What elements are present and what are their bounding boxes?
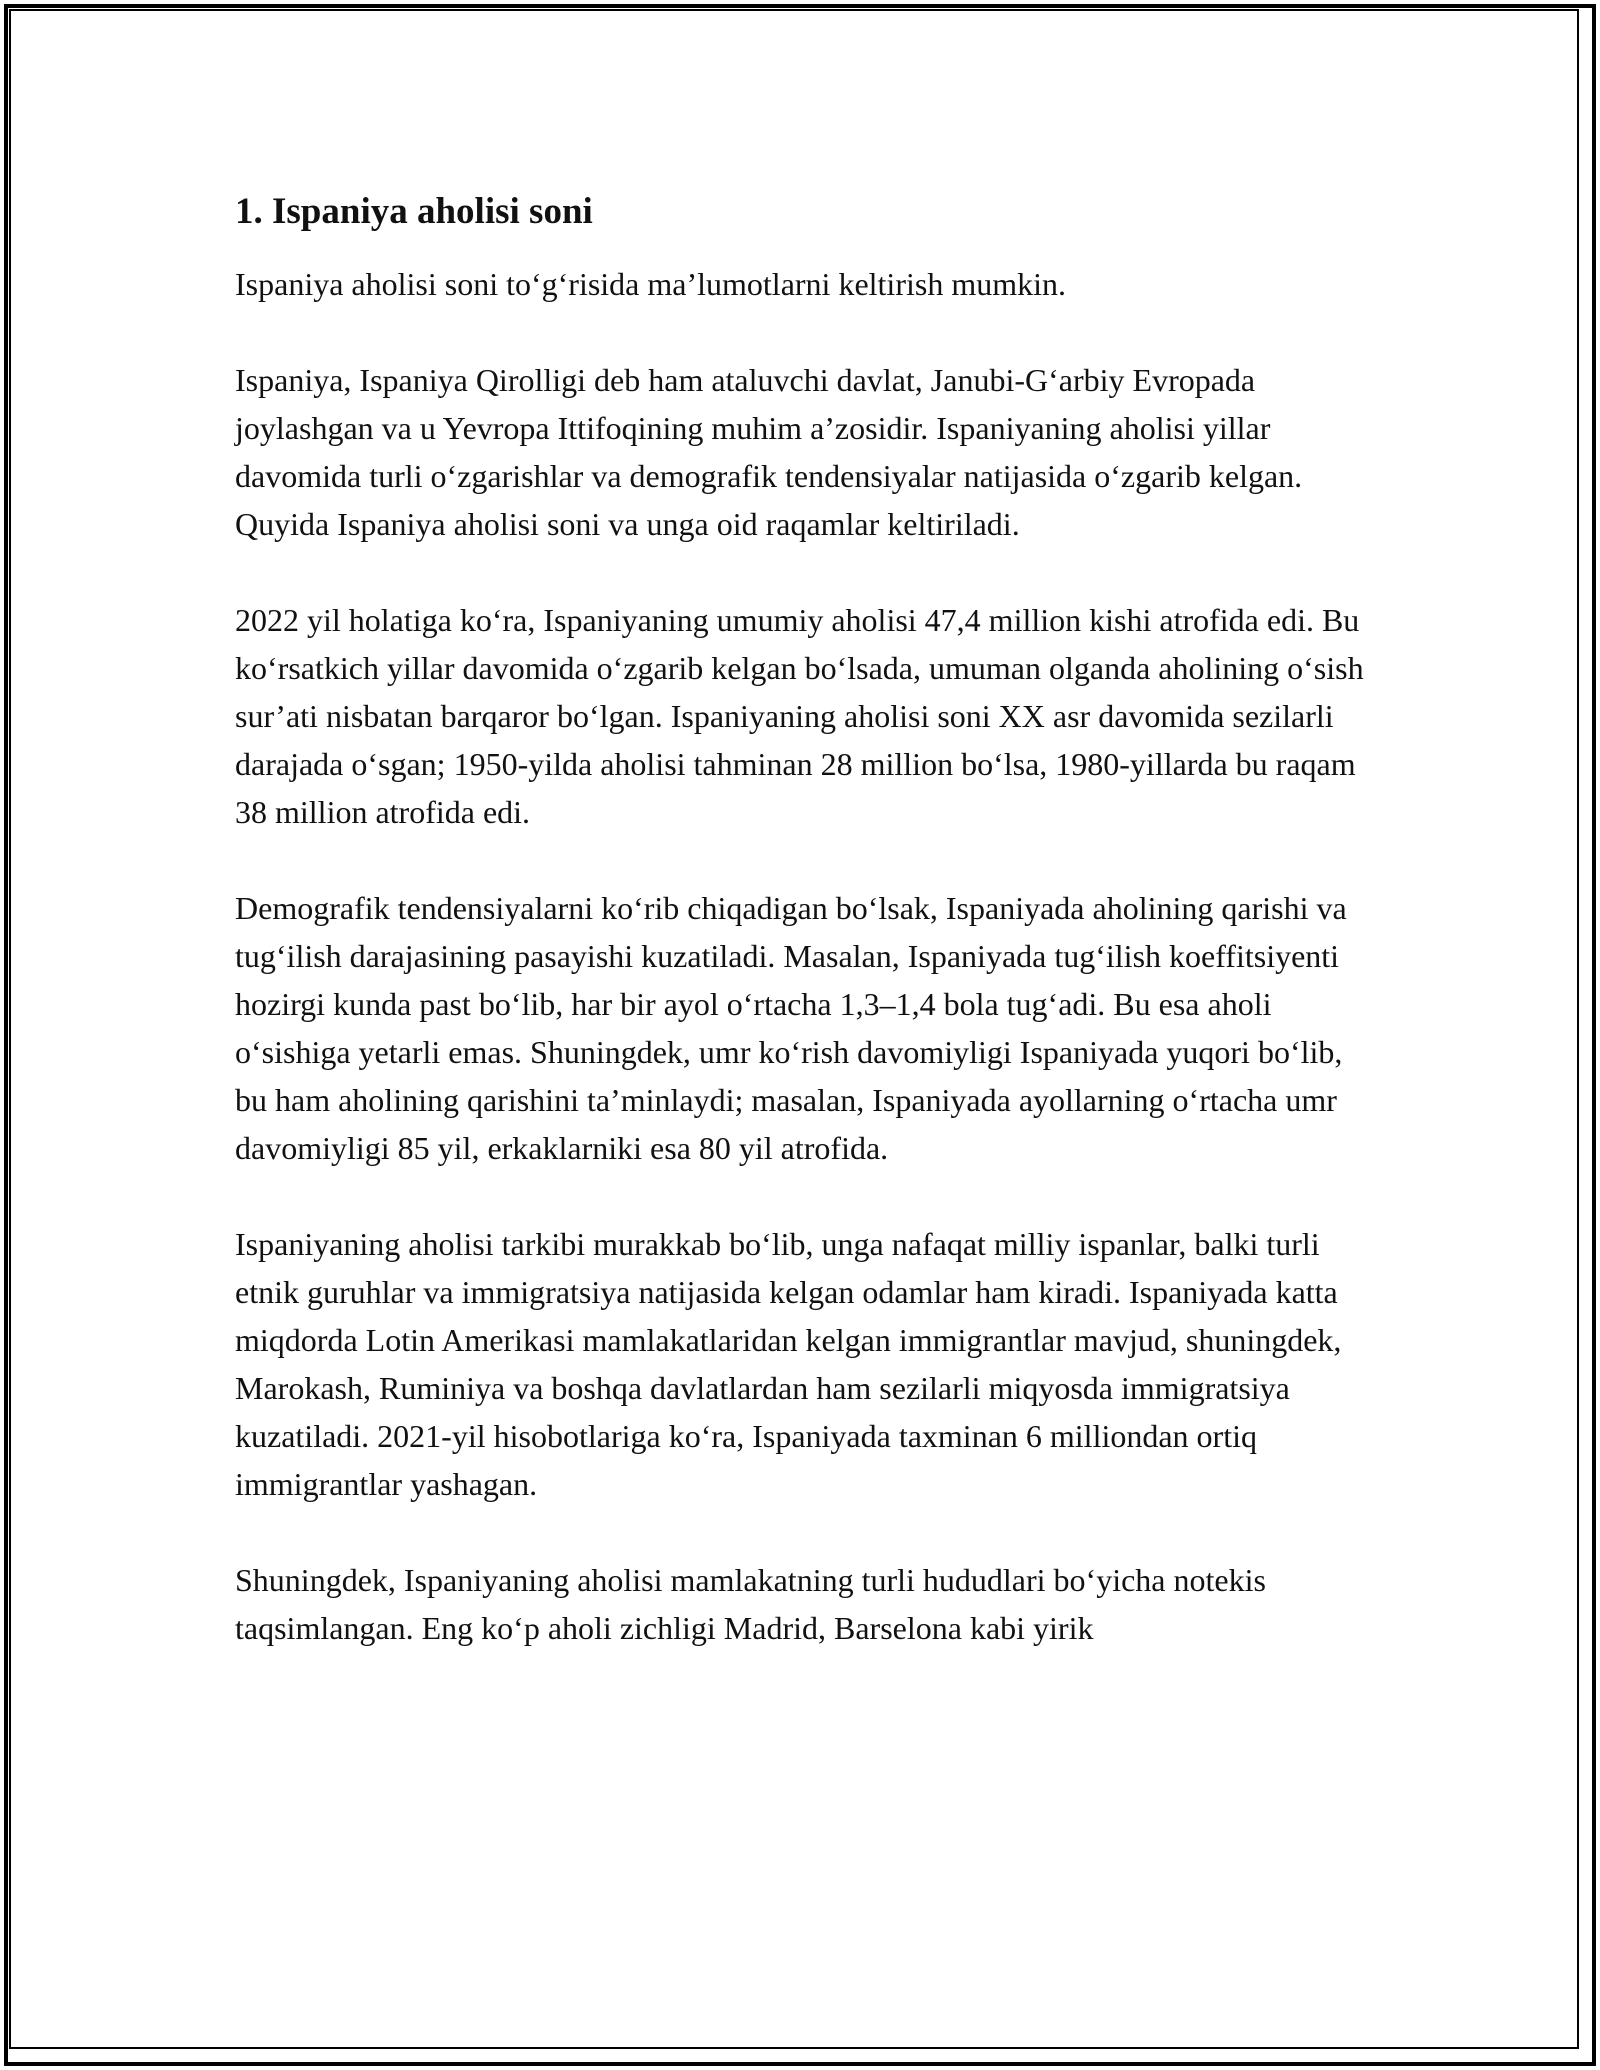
document-page — [235, 188, 1375, 1700]
paragraph-demographic-trends: Demografik tendensiyalarni ko‘rib chiqadigan bo‘lsak, Ispaniyada aholining qarishi va tug‘ilish darajasining pasayishi kuzatiladi. Masalan, Ispaniyada tug‘ilish koeffitsiyenti hozirgi kunda past bo‘lib, har bir ayol o‘rtacha 1,3–1,4 bola tug‘adi. Bu esa aholi o‘sishiga yetarli emas. Shuningdek, umr ko‘rish davomiyligi Ispaniyada yuqori bo‘lib, bu ham aholining qarishini ta’minlaydi; masalan, Ispaniyada ayollarning o‘rtacha umr davomiyligi 85 yil, erkaklarniki esa 80 yil atrofida. — [235, 890, 1347, 1166]
section-heading: 1. Ispaniya aholisi soni — [235, 191, 593, 232]
paragraph-intro: Ispaniya aholisi soni to‘g‘risida ma’lumotlarni keltirish mumkin. — [235, 266, 1066, 302]
paragraph-population-composition: Ispaniyaning aholisi tarkibi murakkab bo‘lib, unga nafaqat milliy ispanlar, balki turli etnik guruhlar va immigratsiya natijasida kelgan odamlar ham kiradi. Ispaniyada katta miqdorda Lotin Amerikasi mamlakatlaridan kelgan immigrantlar mavjud, shuningdek, Marokash, Ruminiya va boshqa davlatlardan ham sezilarli miqyosda immigratsiya kuzatiladi. 2021-yil hisobotlariga ko‘ra, Ispaniyada taxminan 6 milliondan ortiq immigrantlar yashagan. — [235, 1226, 1342, 1502]
paragraph-population-2022: 2022 yil holatiga ko‘ra, Ispaniyaning umumiy aholisi 47,4 million kishi atrofida edi. Bu ko‘rsatkich yillar davomida o‘zgarib kelgan bo‘lsada, umuman olganda aholining o‘sish sur’ati nisbatan barqaror bo‘lgan. Ispaniyaning aholisi soni XX asr davomida sezilarli darajada o‘sgan; 1950-yilda aholisi tahminan 28 million bo‘lsa, 1980-yillarda bu raqam 38 million atrofida edi. — [235, 602, 1364, 830]
paragraph-regional-distribution: Shuningdek, Ispaniyaning aholisi mamlakatning turli hududlari bo‘yicha notekis taqsimlangan. Eng ko‘p aholi zichligi Madrid, Barselona kabi yirik — [235, 1562, 1266, 1646]
paragraph-overview: Ispaniya, Ispaniya Qirolligi deb ham ataluvchi davlat, Janubi-G‘arbiy Evropada joylashgan va u Yevropa Ittifoqining muhim a’zosidir. Ispaniyaning aholisi yillar davomida turli o‘zgarishlar va demografik tendensiyalar natijasida o‘zgarib kelgan. Quyida Ispaniya aholisi soni va unga oid raqamlar keltiriladi. — [235, 362, 1303, 542]
